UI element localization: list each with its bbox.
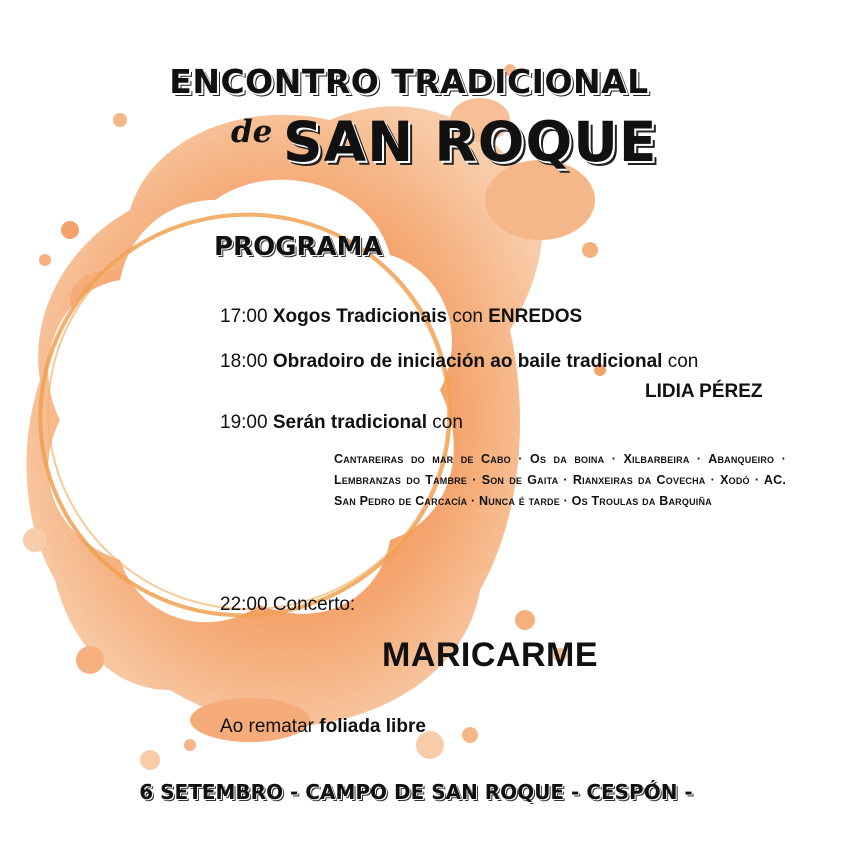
separator-dot: · [689, 452, 709, 466]
ensemble-name: Son de Gaita [481, 473, 559, 487]
schedule-activity: Obradoiro de iniciación ao baile tradicional [272, 351, 663, 372]
schedule-joiner: con [452, 306, 483, 327]
separator-dot: · [774, 452, 787, 466]
ensemble-name: Rianxeiras da Covecha [572, 473, 706, 487]
event-title-line1: ENCONTRO TRADICIONAL [169, 62, 649, 101]
separator-dot: · [559, 494, 572, 508]
separator-dot: · [749, 473, 764, 487]
ensemble-name: Lembranzas do Tambre [334, 473, 468, 487]
ensemble-name: Xilbarbeira [623, 452, 690, 466]
schedule-item-2-performer [645, 381, 763, 403]
schedule-joiner: con [667, 351, 699, 372]
schedule-time: 19:00 [220, 412, 268, 433]
schedule-activity: Xogos Tradicionais [272, 306, 448, 327]
event-title-connector: de [231, 114, 273, 150]
separator-dot: · [705, 473, 721, 487]
schedule-time: 22:00 [220, 594, 268, 615]
closing-event: foliada libre [319, 716, 426, 737]
separator-dot: · [558, 473, 573, 487]
schedule-activity: Serán tradicional [272, 412, 427, 433]
ensemble-list [334, 449, 786, 512]
separator-dot: · [604, 452, 624, 466]
schedule-activity: Concerto: [272, 594, 356, 615]
ensemble-name: Cantareiras do mar de Cabo [334, 452, 511, 466]
ensemble-name: Abanqueiro [708, 452, 775, 466]
schedule-performer: ENREDOS [488, 306, 583, 327]
schedule-joiner: con [432, 412, 463, 433]
headliner-name: MARICARME [382, 636, 599, 674]
schedule-item-4 [220, 594, 355, 616]
closing-note [220, 716, 426, 738]
ensemble-name: Nunca é tarde [479, 494, 560, 508]
schedule-item-3 [220, 412, 463, 434]
ensemble-name: AC. San Pedro de Carcacía [334, 473, 786, 508]
event-title-line2: SAN ROQUE [283, 110, 658, 174]
schedule-item-2 [220, 351, 698, 373]
event-date-location: 6 SETEMBRO - CAMPO DE SAN ROQUE - CESPÓN - [139, 780, 693, 804]
ensemble-name: Xodó [720, 473, 750, 487]
separator-dot: · [510, 452, 531, 466]
closing-prefix: Ao rematar [220, 716, 314, 737]
schedule-item-1 [220, 306, 582, 328]
program-heading: PROGRAMA [214, 232, 383, 262]
schedule-time: 18:00 [220, 351, 268, 372]
separator-dot: · [467, 494, 480, 508]
ensemble-name: Os da boina [530, 452, 605, 466]
ensemble-name: Os Troulas da Barquiña [571, 494, 712, 508]
schedule-time: 17:00 [220, 306, 268, 327]
schedule-performer: LIDIA PÉREZ [645, 381, 763, 402]
separator-dot: · [467, 473, 482, 487]
